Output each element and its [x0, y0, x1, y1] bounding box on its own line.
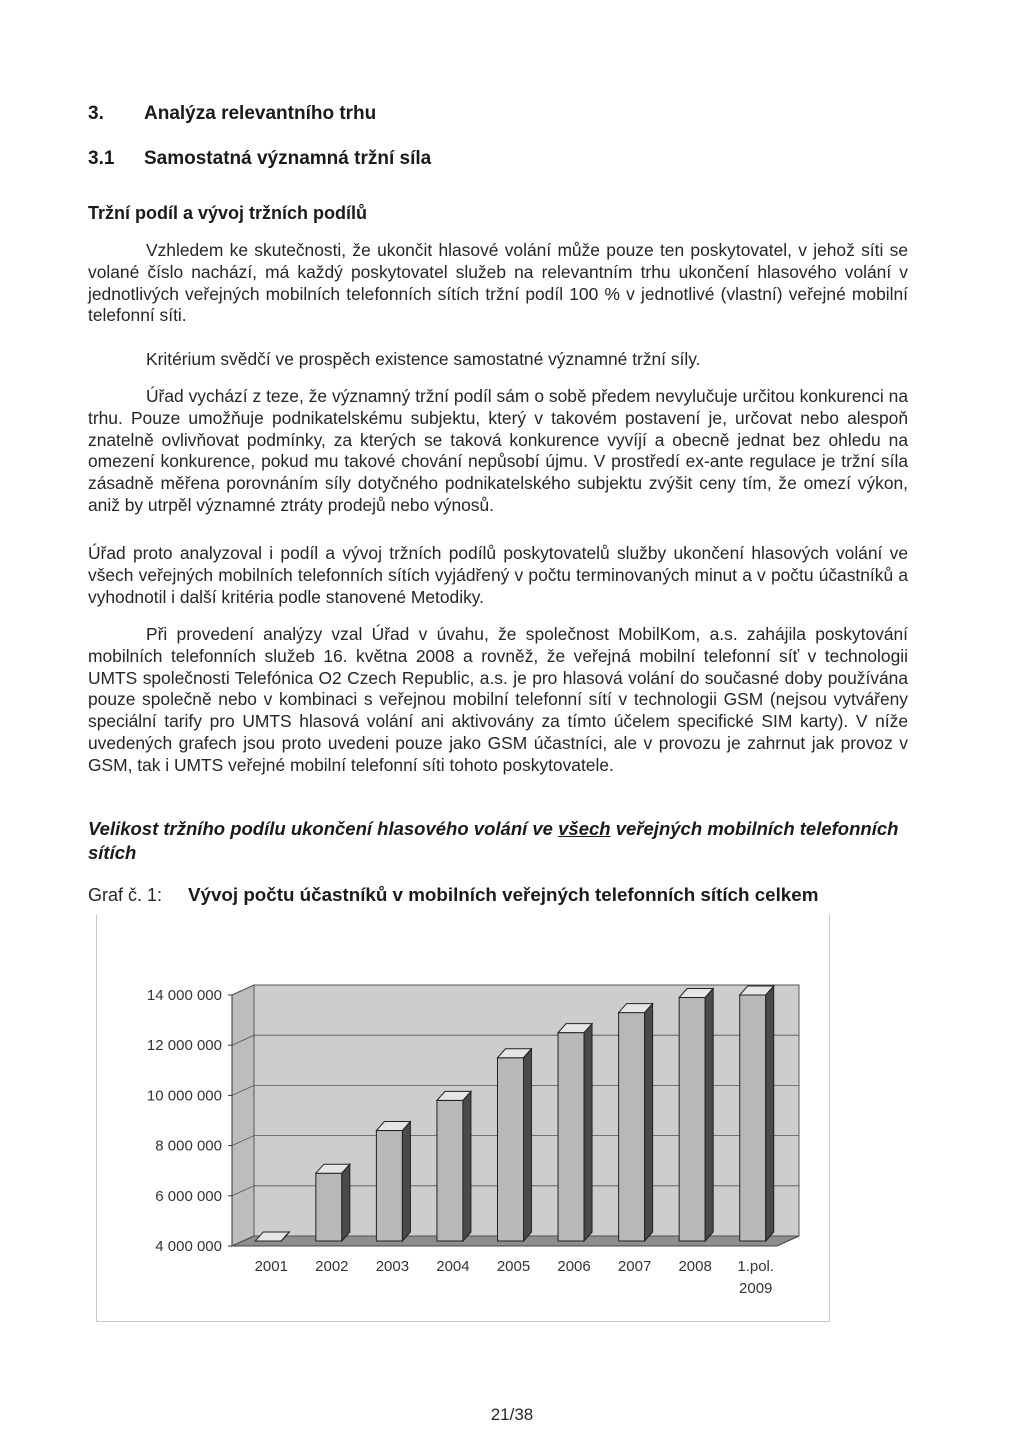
bar-front	[316, 1173, 342, 1241]
y-tick-label: 12 000 000	[146, 1037, 222, 1055]
x-tick-label: 2008	[678, 1258, 712, 1275]
bar-front	[740, 995, 766, 1241]
bar-side	[705, 989, 713, 1241]
y-tick-label: 4 000 000	[155, 1238, 222, 1255]
emphasis-before: Velikost tržního podílu ukončení hlasového volání ve	[88, 818, 559, 839]
subheading-market-share: Tržní podíl a vývoj tržních podílů	[88, 203, 368, 223]
bar-front	[498, 1058, 524, 1241]
subsection-number: 3.1	[88, 148, 115, 169]
plot-side-wall	[232, 985, 254, 1246]
paragraph-5: Při provedení analýzy vzal Úřad v úvahu, že společnost MobilKom, a.s. zahájila poskytování mobilních telefonních služeb 16. května 2008 a rovněž, že veřejná mobilní telefonní síť v technologii UMTS společnosti Telefónica O2 Czech Republic, a.s. je pro hlasová volání do současné doby používána pouze společně nebo v kombinaci s veřejnou mobilní telefonní sítí v technologii GSM (nejsou vytvářeny speciální tarify pro UMTS hlasová volání ani aktivovány za tímto účelem specifické SIM karty). V níže uvedených grafech jsou proto uvedeni pouze jako GSM účastníci, ale v provozu je zahrnut jak provoz v GSM, tak i UMTS veřejné mobilní telefonní síti tohoto poskytovatele.	[88, 624, 908, 775]
x-tick-label: 2006	[557, 1258, 591, 1275]
y-tick-label: 14 000 000	[146, 987, 222, 1004]
subsection-title: Samostatná významná tržní síla	[144, 148, 432, 169]
bar-side	[463, 1091, 471, 1241]
x-tick-label: 2001	[254, 1258, 288, 1275]
x-tick-label: 1.pol.	[737, 1258, 775, 1275]
bar-front	[558, 1033, 584, 1241]
chart-caption-title: Vývoj počtu účastníků v mobilních veřejných telefonních sítích celkem	[188, 884, 819, 905]
page-number: 21/38	[490, 1405, 534, 1424]
bar-front	[679, 998, 705, 1241]
bar-front	[619, 1013, 645, 1241]
bar-side	[645, 1004, 653, 1241]
paragraph-2: Kritérium svědčí ve prospěch existence samostatné významné tržní síly.	[146, 349, 701, 369]
x-tick-label: 2003	[375, 1258, 410, 1275]
x-tick-label: 2002	[315, 1258, 349, 1275]
bar-side	[342, 1164, 350, 1241]
bar-front	[376, 1131, 402, 1241]
paragraph-4: Úřad proto analyzoval i podíl a vývoj tržních podílů poskytovatelů služby ukončení hlasových volání ve všech veřejných mobilních telefonních sítích vyjádřený v počtu terminovaných minut a v počtu účastníků a vyhodnotil i další kritéria podle stanovené Metodiky.	[88, 543, 908, 607]
y-tick-label: 10 000 000	[146, 1087, 222, 1105]
bar-side	[766, 986, 774, 1241]
chart-caption-label: Graf č. 1:	[88, 885, 163, 905]
bar-side	[402, 1122, 410, 1241]
y-tick-label: 6 000 000	[155, 1187, 222, 1205]
paragraph-3: Úřad vychází z teze, že významný tržní podíl sám o sobě předem nevylučuje určitou konkurenci na trhu. Pouze umožňuje podnikatelskému subjektu, který v takovém postavení je, určovat nebo alespoň znatelně ovlivňovat podmínky, za kterých se taková konkurence vyvíjí a obecně jednat bez ohledu na omezení konkurence, pokud mu takové chování nepůsobí újmu. V prostředí ex-ante regulace je tržní síla zásadně měřena porovnáním síly dotyčného podnikatelského subjektu zvýšit ceny tím, že omezí výkon, aniž by utrpěl významné ztráty prodejů nebo výnosů.	[88, 386, 908, 515]
bar-side	[524, 1049, 532, 1241]
section-number: 3.	[88, 103, 104, 124]
emphasis-underlined: všech	[558, 818, 611, 839]
x-tick-label: 2009	[739, 1280, 773, 1297]
paragraph-1: Vzhledem ke skutečnosti, že ukončit hlasové volání může pouze ten poskytovatel, v jehož síti se volané číslo nachází, má každý poskytovatel služeb na relevantním trhu ukončení hlasového volání v jednotlivých veřejných mobilních telefonních sítích tržní podíl 100 % v jednotlivé (vlastní) veřejné mobilní telefonní síti.	[88, 240, 908, 326]
section-title: Analýza relevantního trhu	[144, 103, 377, 124]
bar-front	[437, 1100, 463, 1241]
y-tick-label: 8 000 000	[155, 1137, 222, 1155]
x-tick-label: 2007	[617, 1258, 652, 1275]
x-tick-label: 2005	[496, 1258, 531, 1275]
x-tick-label: 2004	[436, 1258, 470, 1275]
bar-side	[584, 1024, 592, 1241]
emphasis-after: veřejných mobilních telefonních sítích	[88, 818, 899, 863]
